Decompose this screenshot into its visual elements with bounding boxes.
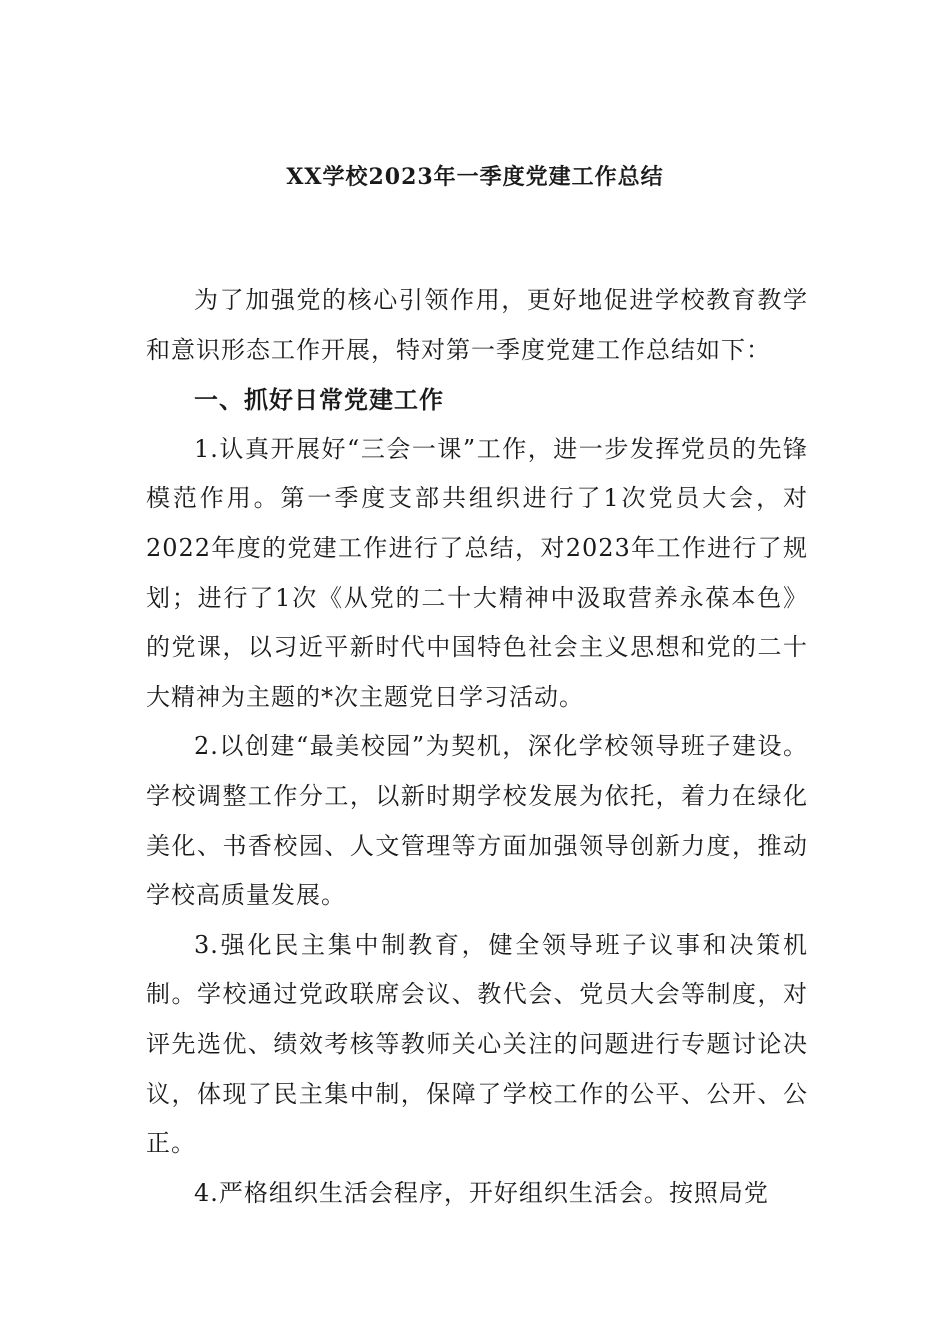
paragraph-4: 4.严格组织生活会程序，开好组织生活会。按照局党 bbox=[194, 1178, 769, 1207]
intro-paragraph: 为了加强党的核心引领作用，更好地促进学校教育教学和意识形态工作开展，特对第一季度党建工作总结如下： bbox=[146, 286, 808, 364]
document-body bbox=[146, 276, 808, 1218]
document-title: XX学校2023年一季度党建工作总结 bbox=[286, 164, 664, 190]
paragraph-1: 1.认真开展好“三会一课”工作，进一步发挥党员的先锋模范作用。第一季度支部共组织进行了1次党员大会，对2022年度的党建工作进行了总结，对2023年工作进行了规划；进行了1次《从党的二十大精神中汲取营养永葆本色》的党课，以习近平新时代中国特色社会主义思想和党的二十大精神为主题的*次主题党日学习活动。 bbox=[146, 434, 808, 711]
section-heading-1: 一、抓好日常党建工作 bbox=[194, 385, 444, 415]
paragraph-2: 2.以创建“最美校园”为契机，深化学校领导班子建设。学校调整工作分工，以新时期学校发展为依托，着力在绿化美化、书香校园、人文管理等方面加强领导创新力度，推动学校高质量发展。 bbox=[146, 732, 808, 910]
paragraph-3: 3.强化民主集中制教育，健全领导班子议事和决策机制。学校通过党政联席会议、教代会、党员大会等制度，对评先选优、绩效考核等教师关心关注的问题进行专题讨论决议，体现了民主集中制，保障了学校工作的公平、公开、公正。 bbox=[146, 930, 808, 1158]
